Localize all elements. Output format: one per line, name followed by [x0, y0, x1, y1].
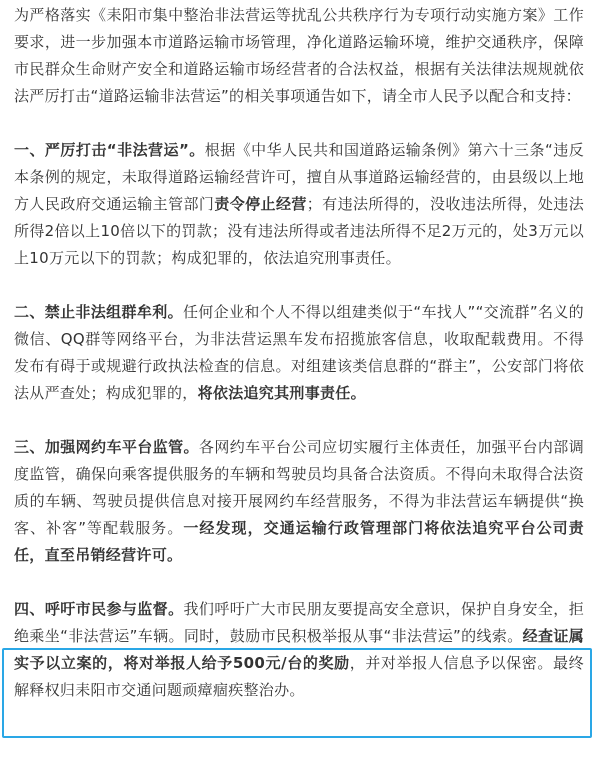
section-2-emphasis: 将依法追究其刑事责任。: [197, 384, 366, 402]
paragraph-gap: [14, 110, 584, 137]
section-4-text: 我们呼吁广大市民朋友要提高安全意识，保护自身安全，拒绝乘坐“非法营运”车辆。同时，鼓励市民积极举报从事“非法营运”的线索。: [14, 600, 584, 645]
paragraph-gap: [14, 407, 584, 434]
section-2-text: 任何企业和个人不得以组建类似于“车找人”“交流群”名义的微信、QQ群等网络平台，为非法营运黑车发布招揽旅客信息，收取配载费用。不得发布有碍于或规避行政执法检查的信息。对组建该类信息群的“群主”，公安部门将依法从严查处；构成犯罪的，: [14, 303, 584, 402]
section-4-heading: 四、呼吁市民参与监督。: [14, 600, 184, 618]
section-1-paragraph: [14, 137, 584, 272]
section-2-paragraph: [14, 299, 584, 407]
section-3-heading: 三、加强网约车平台监管。: [14, 438, 199, 456]
section-1-text: 根据《中华人民共和国道路运输条例》第六十三条“违反本条例的规定，未取得道路运输经营许可，擅自从事道路运输经营的，由县级以上地方人民政府交通运输主管部门: [14, 141, 584, 213]
paragraph-gap: [14, 272, 584, 299]
article-body: [14, 0, 584, 704]
section-1-emphasis: 责令停止经营: [214, 195, 307, 213]
section-4-emphasis: 经查证属实予以立案的，将对举报人给予500元/台的奖励: [14, 627, 584, 672]
section-1-heading: 一、严厉打击“非法营运”。: [14, 141, 205, 159]
section-3-text: 各网约车平台公司应切实履行主体责任，加强平台内部调度监管，确保向乘客提供服务的车辆和驾驶员均具备合法资质。不得向未取得合法资质的车辆、驾驶员提供信息对接开展网约车经营服务，不得为非法营运车辆提供“换客、补客”等配载服务。: [14, 438, 584, 537]
section-3-emphasis: 一经发现，交通运输行政管理部门将依法追究平台公司责任，直至吊销经营许可。: [14, 519, 584, 564]
highlight-box: [2, 648, 592, 738]
intro-paragraph: 为严格落实《耒阳市集中整治非法营运等扰乱公共秩序行为专项行动实施方案》工作要求，进一步加强本市道路运输市场管理，净化道路运输环境，维护交通秩序，保障市民群众生命财产安全和道路运输市场经营者的合法权益，根据有关法律法规规就依法严厉打击“道路运输非法营运”的相关事项通告如下，请全市人民予以配合和支持：: [14, 6, 584, 105]
section-3-paragraph: [14, 434, 584, 569]
section-2-heading: 二、禁止非法组群牟利。: [14, 303, 183, 321]
section-4-text-end: ，并对举报人信息予以保密。最终解释权归耒阳市交通问题顽瘴痼疾整治办。: [14, 654, 584, 699]
section-1-text-end: ；有违法所得的，没收违法所得，处违法所得2倍以上10倍以下的罚款；没有违法所得或者违法所得不足2万元的，处3万元以上10万元以下的罚款；构成犯罪的，依法追究刑事责任。: [14, 195, 584, 267]
paragraph-gap: [14, 569, 584, 596]
